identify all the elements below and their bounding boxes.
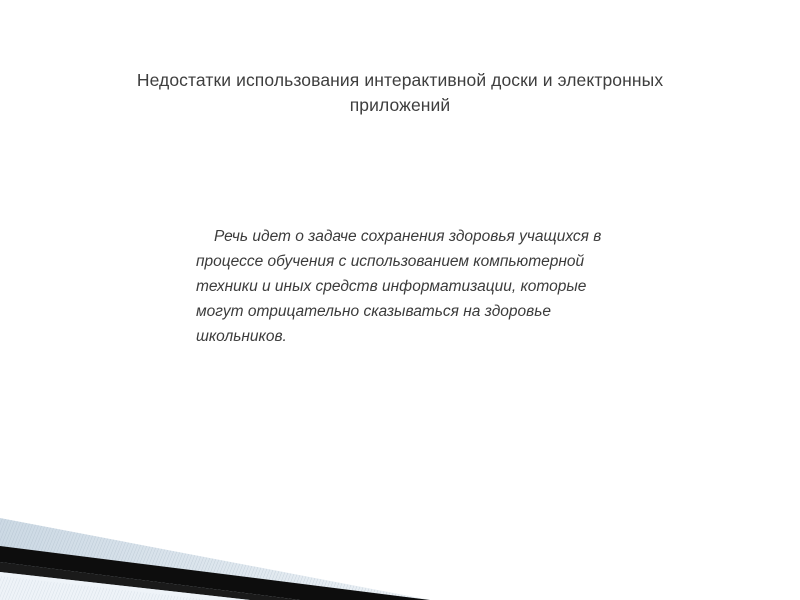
- bottom-left-ribbon-decoration: [0, 500, 430, 600]
- slide-body-block: [196, 208, 626, 365]
- slide-body-text: Речь идет о задаче сохранения здоровья учащихся в процессе обучения с использованием компьютерной техники и иных средств информатизации, которые могут отрицательно сказываться на здоровье школьников.: [196, 227, 602, 345]
- slide-title: Недостатки использования интерактивной доски и электронных приложений: [136, 70, 664, 116]
